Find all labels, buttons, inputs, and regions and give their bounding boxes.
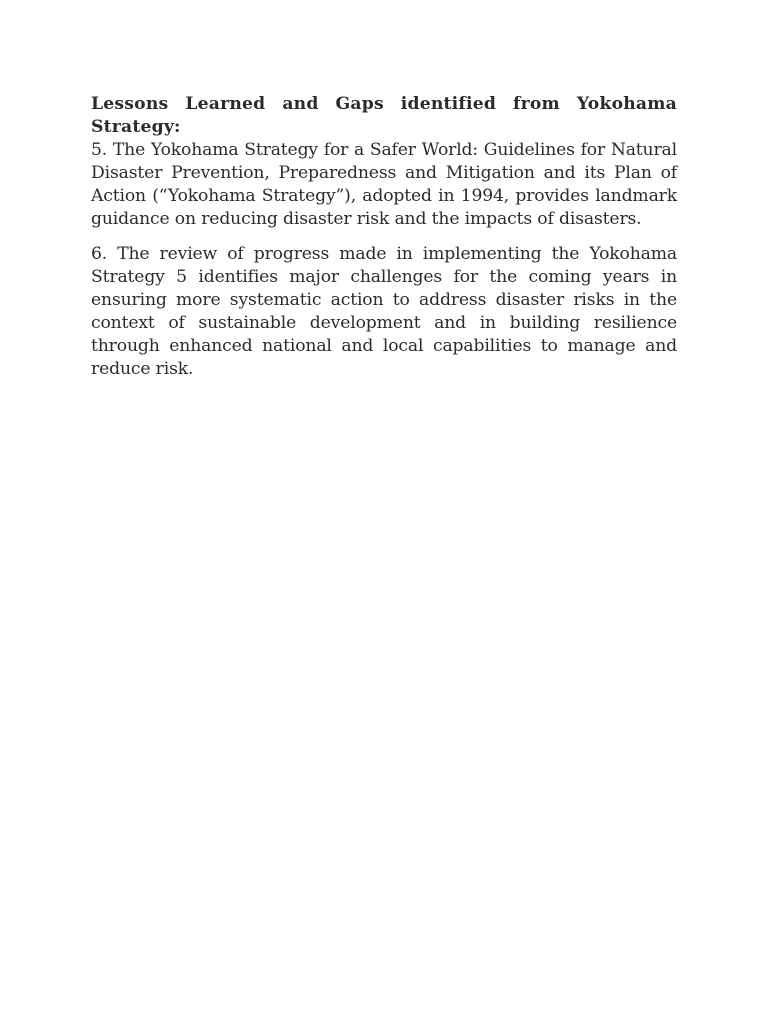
document-body [91, 93, 677, 381]
paragraph-5: 5. The Yokohama Strategy for a Safer World: Guidelines for Natural Disaster Prevention, Preparedness and Mitigation and its Plan of Action (“Yokohama Strategy”), adopted in 1994, provides landmark guidance on reducing disaster risk and the impacts of disasters. [91, 140, 677, 229]
paragraph-6: 6. The review of progress made in implementing the Yokohama Strategy 5 identifies major challenges for the coming years in ensuring more systematic action to address disaster risks in the context of sustainable development and in building resilience through enhanced national and local capabilities to manage and reduce risk. [91, 244, 677, 379]
section-heading: Lessons Learned and Gaps identified from Yokohama Strategy: [91, 94, 677, 137]
